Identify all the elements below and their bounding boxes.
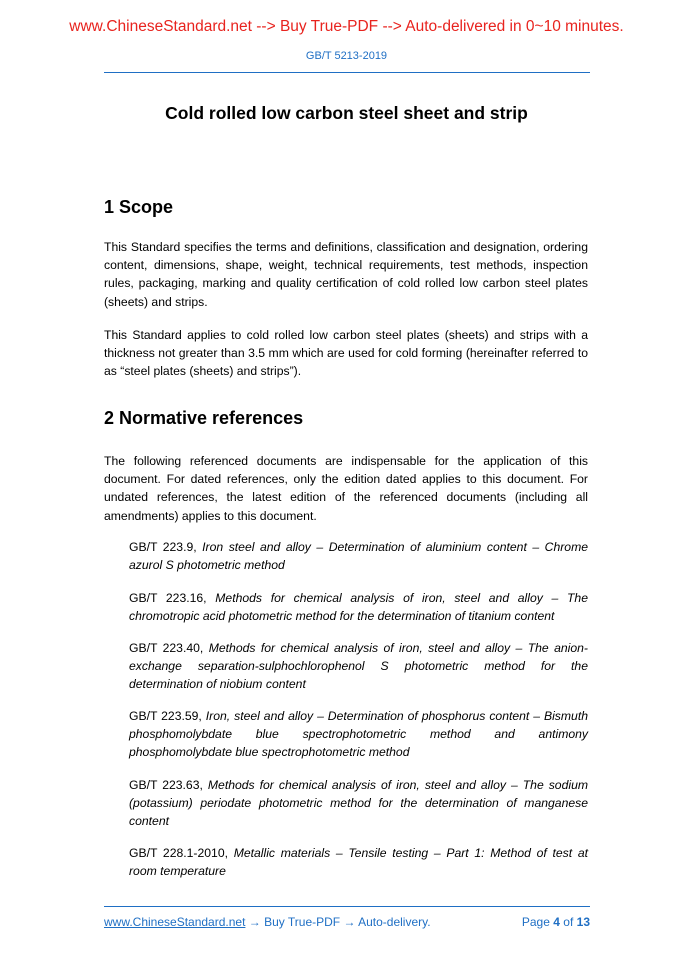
reference-code: GB/T 223.63, — [129, 778, 203, 792]
document-title: Cold rolled low carbon steel sheet and strip — [165, 103, 528, 123]
reference-title: Iron, steel and alloy – Determination of phosphorus content – Bismuth phosphomolybdate blue spectrophotometric method and antimony phosphomolybdate blue spectrophotometric method — [129, 709, 588, 760]
heading-scope: 1 Scope — [104, 197, 174, 217]
standard-code: GB/T 5213-2019 — [305, 50, 388, 62]
reference-code: GB/T 223.59, — [129, 709, 202, 723]
footer-purchase-text: → Buy True-PDF → Auto-delivery. — [245, 915, 431, 929]
reference-title: Methods for chemical analysis of iron, steel and alloy – The chromotropic acid photometric method for the determination of titanium content — [129, 591, 588, 624]
reference-item — [129, 844, 588, 880]
reference-code: GB/T 223.16, — [129, 591, 207, 605]
scope-paragraph-2: This Standard applies to cold rolled low carbon steel plates (sheets) and strips with a thickness not greater than 3.5 mm which are used for cold forming (hereinafter referred to as “steel plates (sheets) and strips”). — [104, 328, 588, 379]
scope-paragraph-1: This Standard specifies the terms and definitions, classification and designation, ordering content, dimensions, shape, weight, technical requirements, test methods, inspection rules, packaging, marking and quality certification of cold rolled low carbon steel plates (sheets) and strips. — [104, 240, 588, 309]
reference-item — [129, 639, 588, 694]
reference-code: GB/T 228.1-2010, — [129, 846, 228, 860]
reference-item — [129, 538, 588, 574]
reference-title: Iron steel and alloy – Determination of aluminium content – Chrome azurol S photometric method — [129, 540, 588, 573]
top-banner[interactable]: www.ChineseStandard.net --> Buy True-PDF --> Auto-delivered in 0~10 minutes. — [69, 18, 624, 35]
page-label: Page — [521, 915, 550, 929]
reference-item — [129, 776, 588, 831]
reference-code: GB/T 223.40, — [129, 641, 204, 655]
footer-site-link[interactable]: www.ChineseStandard.net — [104, 915, 246, 929]
page-current: 4 — [553, 915, 560, 929]
footer-divider — [104, 906, 590, 907]
page-indicator — [500, 915, 590, 929]
reference-title: Metallic materials – Tensile testing – Part 1: Method of test at room temperature — [129, 846, 588, 879]
reference-title: Methods for chemical analysis of iron, steel and alloy – The anion-exchange separation-sulphochlorophenol S photometric method for the determination of niobium content — [129, 641, 588, 692]
reference-item — [129, 707, 588, 762]
page-total: 13 — [576, 915, 590, 929]
of-label: of — [563, 915, 574, 929]
reference-item — [129, 589, 588, 625]
normative-intro: The following referenced documents are indispensable for the application of this document. For dated references, only the edition dated applies to this document. For undated references, the latest edition of the referenced documents (including all amendments) applies to this document. — [104, 454, 588, 523]
reference-title: Methods for chemical analysis of iron, steel and alloy – The sodium (potassium) periodate photometric method for the determination of manganese content — [129, 778, 588, 829]
footer-left — [104, 915, 431, 929]
reference-code: GB/T 223.9, — [129, 540, 197, 554]
header-divider — [104, 72, 590, 73]
heading-normative-references: 2 Normative references — [104, 408, 304, 428]
